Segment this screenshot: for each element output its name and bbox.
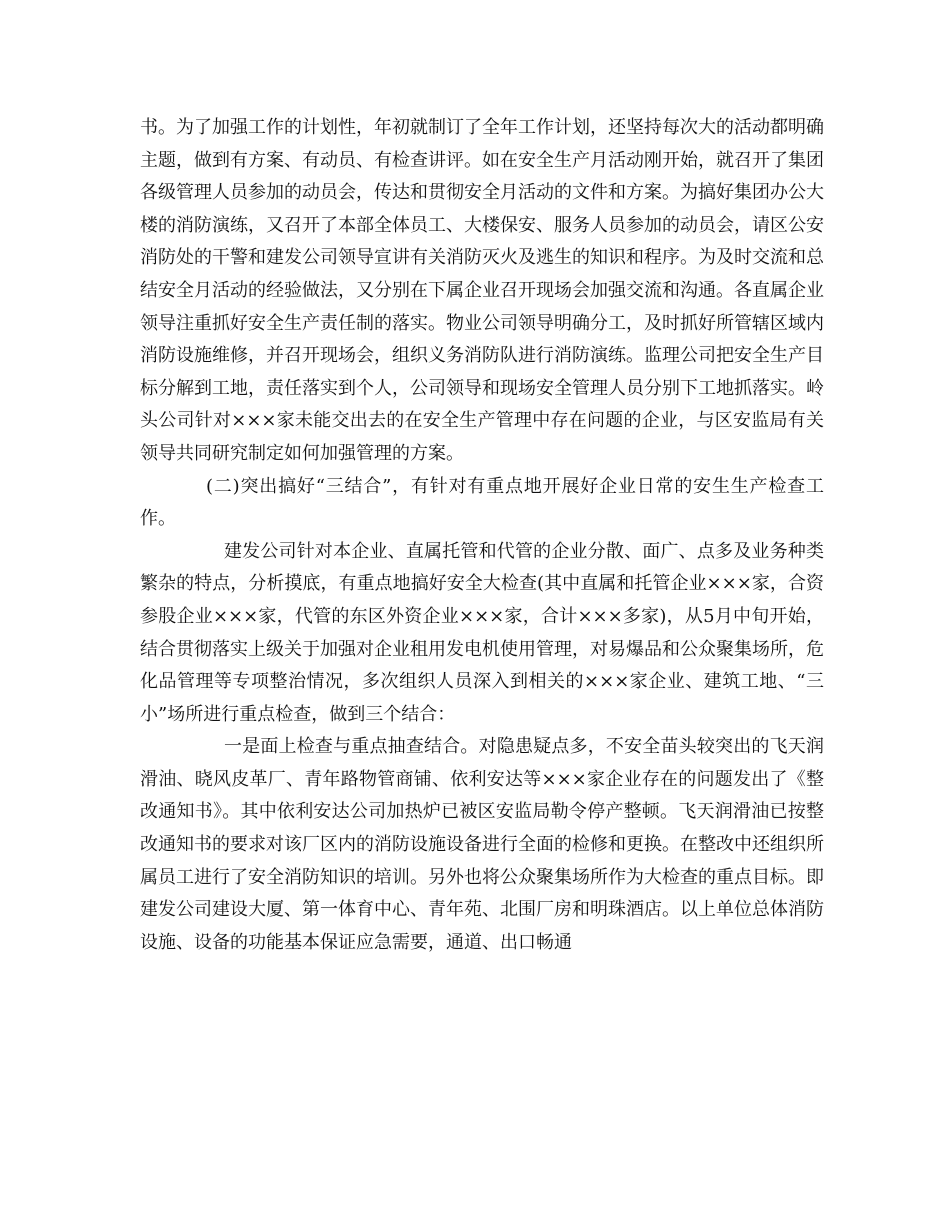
document-page (140, 112, 824, 959)
section-heading-two: (二)突出搞好“三结合”，有针对有重点地开展好企业日常的安生生产检查工作。 (140, 475, 824, 530)
paragraph-first-combination: 一是面上检查与重点抽查结合。对隐患疑点多，不安全苗头较突出的飞天润滑油、晓风皮革厂、青年路物管商铺、依利安达等×××家企业存在的问题发出了《整改通知书》。其中依利安达公司加热炉已被区安监局勒令停产整顿。飞天润滑油已按整改通知书的要求对该厂区内的消防设施设备进行全面的检修和更换。在整改中还组织所属员工进行了安全消防知识的培训。另外也将公众聚集场所作为大检查的重点目标。即建发公司建设大厦、第一体育中心、青年苑、北围厂房和明珠酒店。以上单位总体消防设施、设备的功能基本保证应急需要，通道、出口畅通 (140, 736, 824, 953)
paragraph-continuation: 书。为了加强工作的计划性，年初就制订了全年工作计划，还坚持每次大的活动都明确主题，做到有方案、有动员、有检查讲评。如在安全生产月活动刚开始，就召开了集团各级管理人员参加的动员会，传达和贯彻安全月活动的文件和方案。为搞好集团办公大楼的消防演练，又召开了本部全体员工、大楼保安、服务人员参加的动员会，请区公安消防处的干警和建发公司领导宣讲有关消防灭火及逃生的知识和程序。为及时交流和总结安全月活动的经验做法，又分别在下属企业召开现场会加强交流和沟通。各直属企业领导注重抓好安全生产责任制的落实。物业公司领导明确分工，及时抓好所管辖区域内消防设施维修，并召开现场会，组织义务消防队进行消防演练。监理公司把安全生产目标分解到工地，责任落实到个人，公司领导和现场安全管理人员分别下工地抓落实。岭头公司针对×××家未能交出去的在安全生产管理中存在问题的企业，与区安监局有关领导共同研究制定如何加强管理的方案。 (140, 117, 824, 464)
paragraph-jianfa-inspection: 建发公司针对本企业、直属托管和代管的企业分散、面广、点多及业务种类繁杂的特点，分析摸底，有重点地搞好安全大检查(其中直属和托管企业×××家，合资参股企业×××家，代管的东区外资企业×××家，合计×××多家)，从5月中旬开始，结合贯彻落实上级关于加强对企业租用发电机使用管理，对易爆品和公众聚集场所，危化品管理等专项整治情况，多次组织人员深入到相关的×××家企业、建筑工地、“三小”场所进行重点检查，做到三个结合： (140, 540, 824, 725)
